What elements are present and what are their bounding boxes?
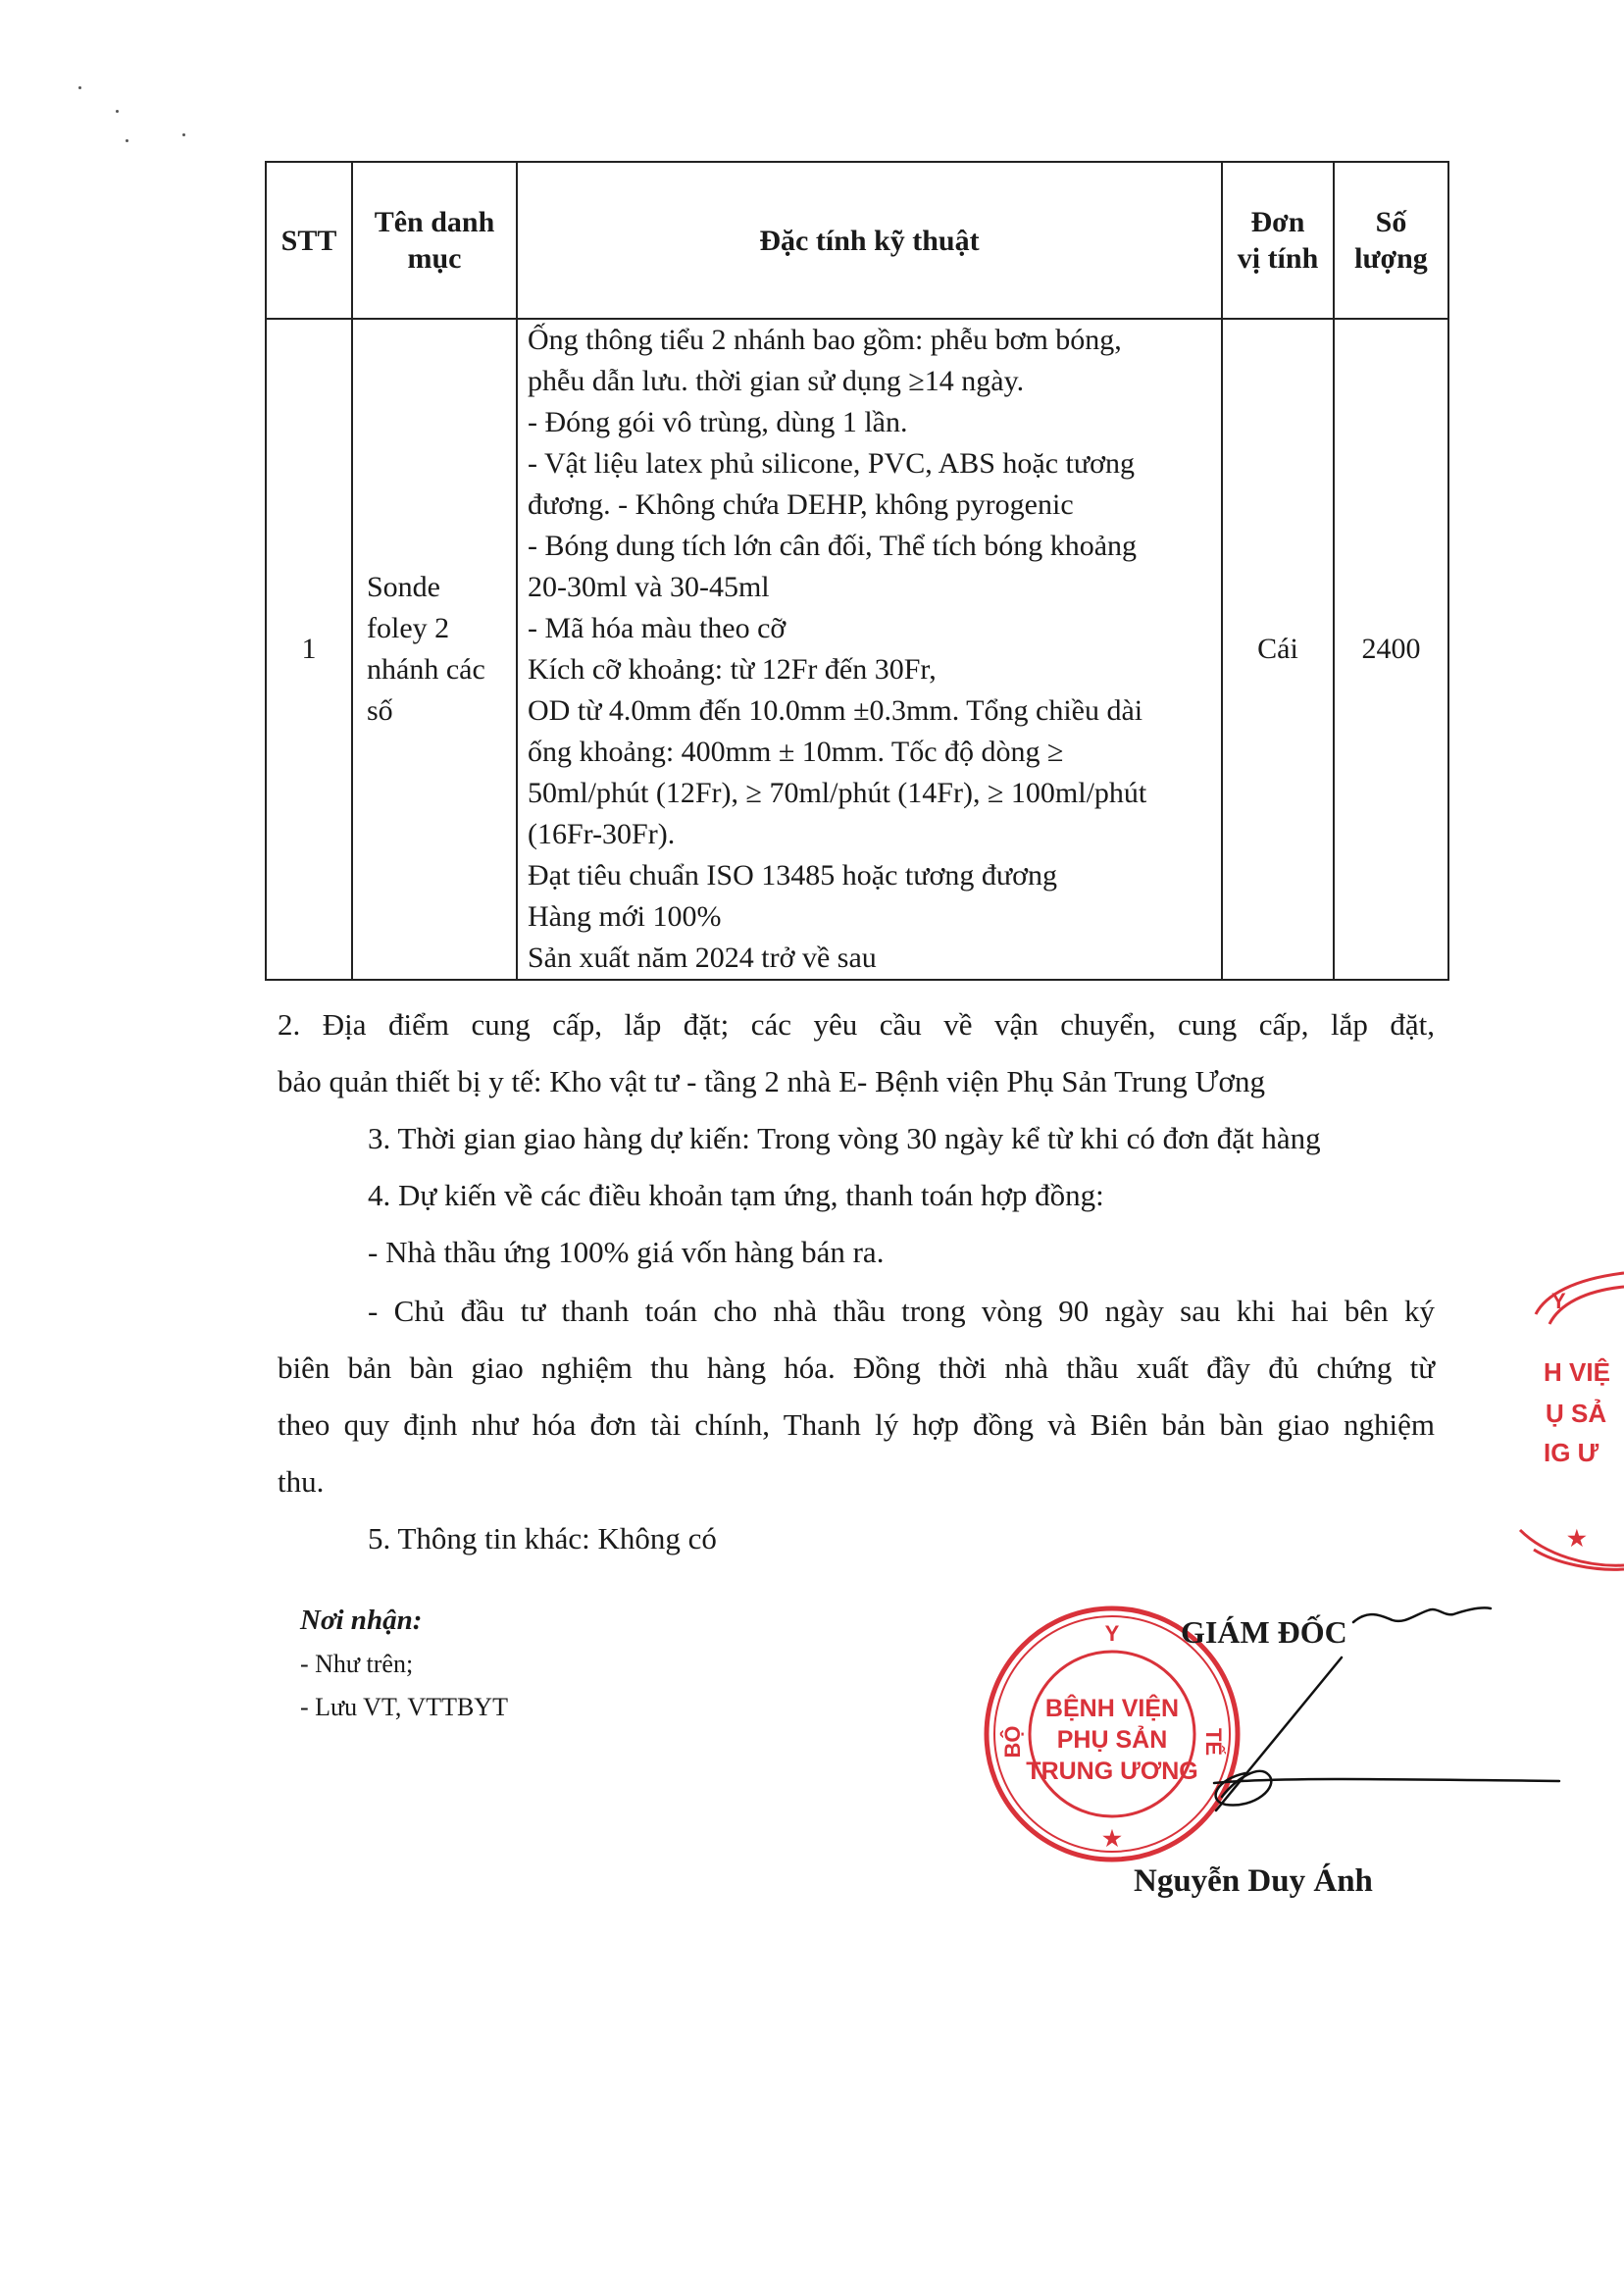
section-3: 3. Thời gian giao hàng dự kiến: Trong vòng 30 ngày kể từ khi có đơn đặt hàng	[368, 1121, 1321, 1155]
spec-line: - Mã hóa màu theo cỡ	[528, 612, 787, 644]
specification-table	[265, 161, 1449, 981]
spec-line: đương. - Không chứa DEHP, không pyrogenic	[528, 488, 1074, 521]
svg-text:Y: Y	[1551, 1289, 1566, 1313]
svg-text:Ụ SẢ: Ụ SẢ	[1546, 1399, 1607, 1428]
svg-text:TRUNG ƯƠNG: TRUNG ƯƠNG	[1026, 1758, 1198, 1785]
recipients-title: Nơi nhận:	[300, 1605, 423, 1636]
cell-specification	[517, 319, 1222, 980]
cell-item-name: Sonde foley 2 nhánh các số	[352, 319, 517, 980]
svg-text:IG Ư: IG Ư	[1544, 1438, 1599, 1467]
svg-text:PHỤ SẢN: PHỤ SẢN	[1056, 1726, 1168, 1754]
svg-text:Y: Y	[1104, 1621, 1120, 1646]
recipient-item: - Như trên;	[300, 1650, 414, 1678]
header-name: Tên danh mục	[352, 162, 517, 319]
header-unit: Đơn vị tính	[1222, 162, 1334, 319]
svg-text:★: ★	[1102, 1826, 1122, 1851]
svg-text:★: ★	[1567, 1526, 1587, 1551]
header-spec: Đặc tính kỹ thuật	[517, 162, 1222, 319]
spec-line: Kích cỡ khoảng: từ 12Fr đến 30Fr,	[528, 653, 937, 686]
section-5: 5. Thông tin khác: Không có	[368, 1521, 717, 1555]
spec-line: 50ml/phút (12Fr), ≥ 70ml/phút (14Fr), ≥ 100ml/phút	[528, 777, 1147, 809]
svg-text:BỆNH VIỆN: BỆNH VIỆN	[1044, 1695, 1180, 1722]
svg-text:H VIỆ: H VIỆ	[1544, 1357, 1610, 1387]
svg-text:BỘ: BỘ	[1000, 1725, 1025, 1759]
section-4-advance: - Nhà thầu ứng 100% giá vốn hàng bán ra.	[368, 1235, 885, 1269]
recipient-item: - Lưu VT, VTTBYT	[300, 1693, 508, 1721]
spec-line: - Vật liệu latex phủ silicone, PVC, ABS hoặc tương	[528, 447, 1136, 480]
spec-line: (16Fr-30Fr).	[528, 818, 676, 850]
spec-line: - Bóng dung tích lớn cân đối, Thể tích bóng khoảng	[528, 530, 1138, 562]
cell-quantity: 2400	[1334, 319, 1448, 980]
section-2-line-2: bảo quản thiết bị y tế: Kho vật tư - tầng 2 nhà E- Bệnh viện Phụ Sản Trung Ương	[278, 1064, 1265, 1098]
table-header-row	[266, 162, 1448, 319]
spec-line: Sản xuất năm 2024 trở về sau	[528, 942, 877, 974]
director-title: GIÁM ĐỐC	[1181, 1614, 1347, 1650]
svg-text:TẾ: TẾ	[1201, 1727, 1226, 1757]
spec-line: Đạt tiêu chuẩn ISO 13485 hoặc tương đương	[528, 859, 1057, 892]
table-row	[266, 319, 1448, 980]
spec-line: Ống thông tiểu 2 nhánh bao gồm: phễu bơm bóng,	[528, 324, 1122, 356]
header-stt: STT	[266, 162, 352, 319]
section-4-payment-line: biên bản bàn giao nghiệm thu hàng hóa. Đồng thời nhà thầu xuất đầy đủ chứng từ	[278, 1351, 1435, 1385]
cell-unit: Cái	[1222, 319, 1334, 980]
section-4-payment-line: theo quy định như hóa đơn tài chính, Thanh lý hợp đồng và Biên bản bàn giao nghiệm	[278, 1407, 1435, 1442]
director-name: Nguyễn Duy Ánh	[1134, 1863, 1373, 1899]
section-4-payment-line: - Chủ đầu tư thanh toán cho nhà thầu trong vòng 90 ngày sau khi hai bên ký	[368, 1294, 1435, 1328]
cell-stt: 1	[266, 319, 352, 980]
header-qty: Số lượng	[1334, 162, 1448, 319]
section-4-payment-line: thu.	[278, 1464, 325, 1499]
spec-line: phễu dẫn lưu. thời gian sử dụng ≥14 ngày.	[528, 365, 1025, 397]
edge-stamp-fragment	[1506, 1265, 1624, 1589]
section-2-line-1: 2. Địa điểm cung cấp, lắp đặt; các yêu cầu về vận chuyển, cung cấp, lắp đặt,	[278, 1007, 1435, 1042]
handwritten-signature	[1196, 1587, 1569, 1822]
spec-line: ống khoảng: 400mm ± 10mm. Tốc độ dòng ≥	[528, 736, 1064, 768]
spec-line: 20-30ml và 30-45ml	[528, 571, 770, 603]
spec-line: OD từ 4.0mm đến 10.0mm ±0.3mm. Tổng chiều dài	[528, 694, 1143, 727]
section-4-heading: 4. Dự kiến về các điều khoản tạm ứng, thanh toán hợp đồng:	[368, 1178, 1104, 1212]
spec-line: Hàng mới 100%	[528, 900, 722, 933]
spec-line: - Đóng gói vô trùng, dùng 1 lần.	[528, 406, 908, 438]
recipients-block	[300, 1605, 508, 1729]
